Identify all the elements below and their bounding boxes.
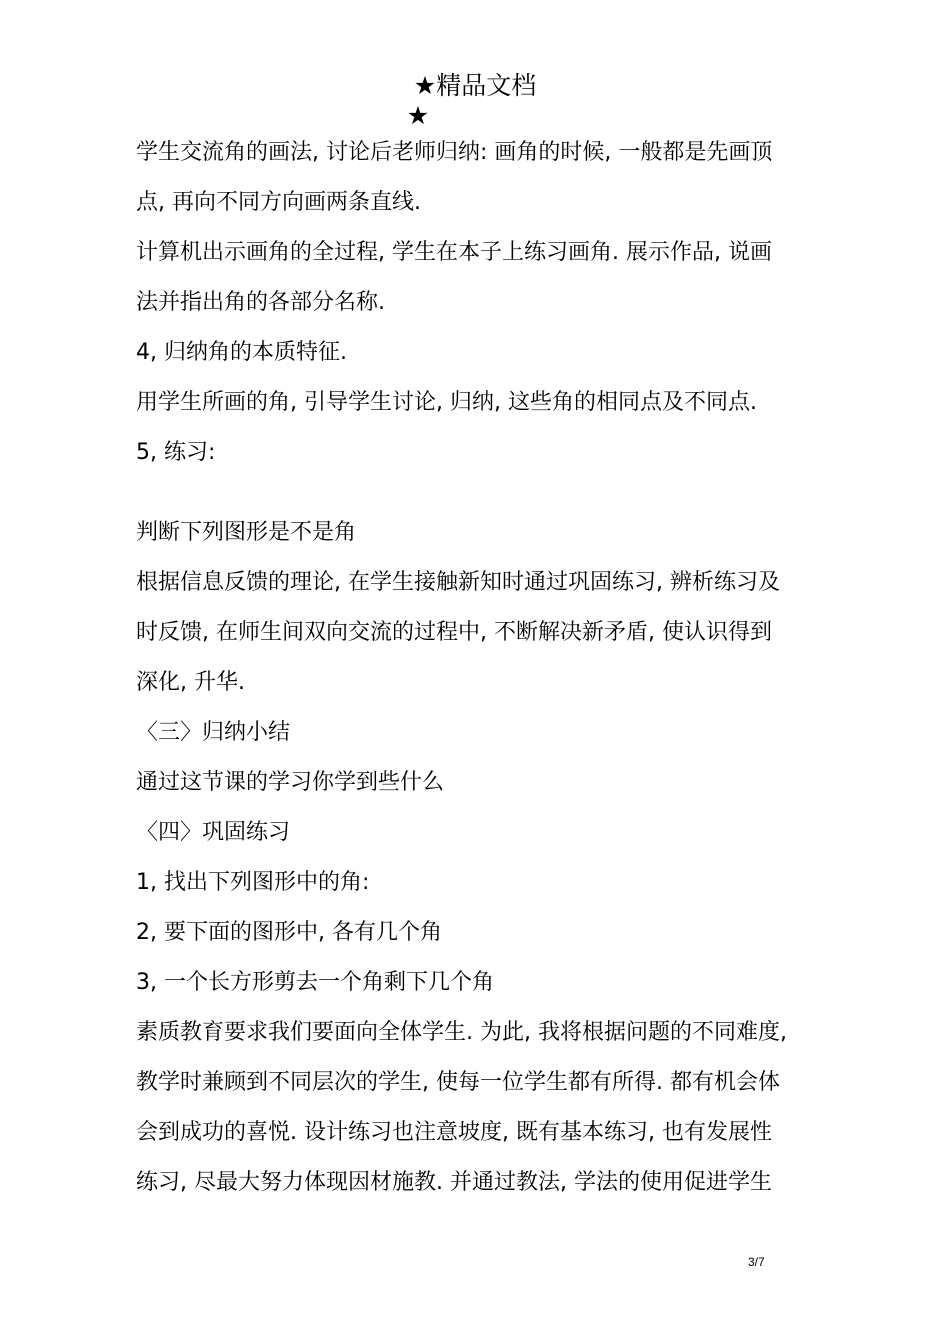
paragraph-line: 点, 再向不同方向画两条直线. [136, 190, 421, 215]
paragraph-line: 用学生所画的角, 引导学生讨论, 归纳, 这些角的相同点及不同点. [136, 390, 757, 415]
section-heading: 〈三〉归纳小结 [136, 720, 291, 745]
paragraph-line: 学生交流角的画法, 讨论后老师归纳: 画角的时候, 一般都是先画顶 [136, 140, 773, 165]
paragraph-line: 深化, 升华. [136, 670, 245, 695]
section-heading: 〈四〉巩固练习 [136, 820, 291, 845]
paragraph-line: 法并指出角的各部分名称. [136, 290, 385, 315]
page-number: 3/7 [748, 1255, 765, 1269]
paragraph-line: 4, 归纳角的本质特征. [136, 340, 347, 365]
paragraph-line: 练习, 尽最大努力体现因材施教. 并通过教法, 学法的使用促进学生 [136, 1170, 772, 1195]
paragraph-line: 会到成功的喜悦. 设计练习也注意坡度, 既有基本练习, 也有发展性 [136, 1120, 772, 1145]
paragraph-line: 素质教育要求我们要面向全体学生. 为此, 我将根据问题的不同难度, [136, 1020, 787, 1045]
document-header-star: ★ [406, 101, 430, 130]
paragraph-line: 计算机出示画角的全过程, 学生在本子上练习画角. 展示作品, 说画 [136, 240, 772, 265]
paragraph-line: 根据信息反馈的理论, 在学生接触新知时通过巩固练习, 辨析练习及 [136, 570, 780, 595]
list-item: 3, 一个长方形剪去一个角剩下几个角 [136, 970, 494, 995]
figure-gap [136, 478, 836, 508]
document-body [136, 128, 836, 1208]
paragraph-line: 时反馈, 在师生间双向交流的过程中, 不断解决新矛盾, 使认识得到 [136, 620, 772, 645]
list-item: 2, 要下面的图形中, 各有几个角 [136, 920, 442, 945]
paragraph-line: 通过这节课的学习你学到些什么 [136, 770, 445, 795]
paragraph-line: 5, 练习: [136, 440, 216, 465]
paragraph-line: 判断下列图形是不是角 [136, 520, 357, 545]
document-header-title: ★精品文档 [413, 71, 537, 100]
list-item: 1, 找出下列图形中的角: [136, 870, 370, 895]
paragraph-line: 教学时兼顾到不同层次的学生, 使每一位学生都有所得. 都有机会体 [136, 1070, 780, 1095]
